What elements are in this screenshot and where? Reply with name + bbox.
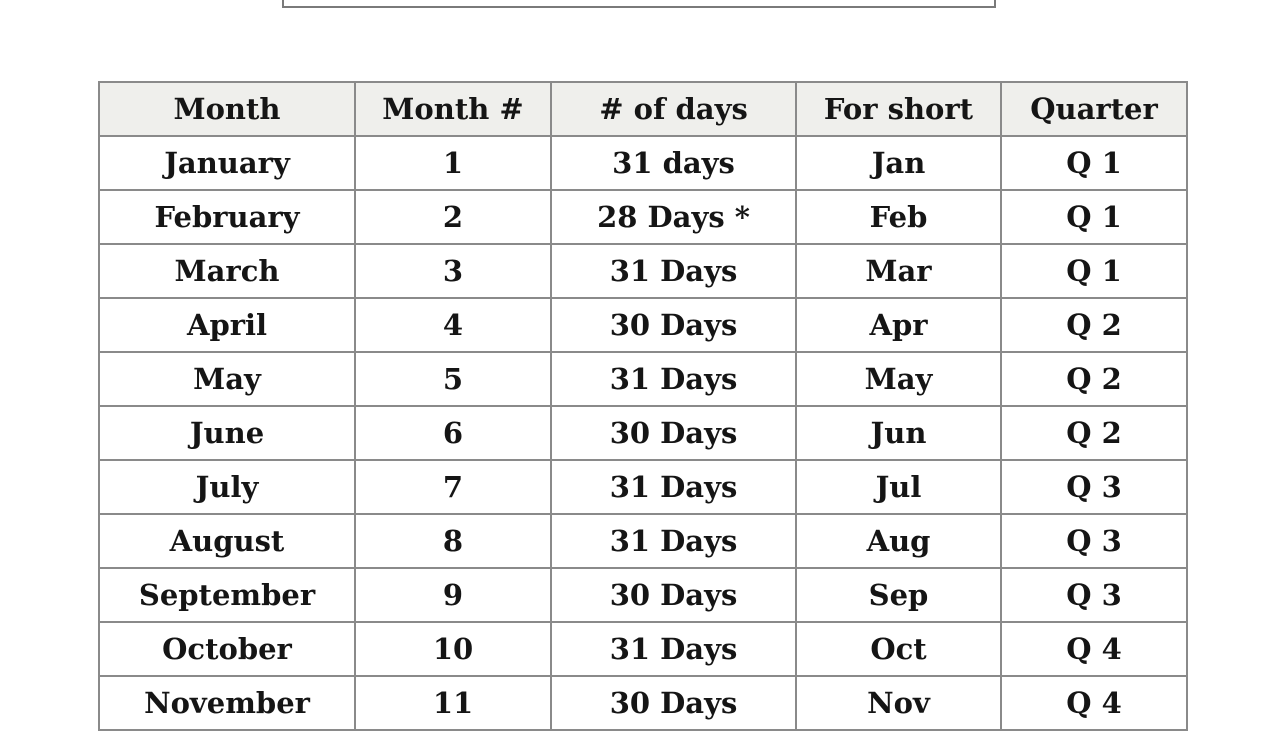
month-number-cell: 10 xyxy=(355,622,551,676)
quarter-cell: Q 1 xyxy=(1001,136,1187,190)
short-cell: Apr xyxy=(796,298,1001,352)
short-cell: Mar xyxy=(796,244,1001,298)
month-cell: January xyxy=(99,136,355,190)
days-cell: 31 Days xyxy=(551,460,796,514)
short-cell: Jun xyxy=(796,406,1001,460)
header-month: Month xyxy=(99,82,355,136)
header-month-number: Month # xyxy=(355,82,551,136)
days-cell: 30 Days xyxy=(551,298,796,352)
month-number-cell: 8 xyxy=(355,514,551,568)
table-row xyxy=(99,136,1187,190)
month-number-cell: 4 xyxy=(355,298,551,352)
months-table xyxy=(98,81,1188,731)
quarter-cell: Q 1 xyxy=(1001,244,1187,298)
short-cell: Aug xyxy=(796,514,1001,568)
short-cell: Jan xyxy=(796,136,1001,190)
days-cell: 28 Days * xyxy=(551,190,796,244)
days-cell: 30 Days xyxy=(551,406,796,460)
month-number-cell: 9 xyxy=(355,568,551,622)
days-cell: 31 Days xyxy=(551,244,796,298)
header-days: # of days xyxy=(551,82,796,136)
table-row xyxy=(99,514,1187,568)
days-cell: 30 Days xyxy=(551,568,796,622)
days-cell: 31 Days xyxy=(551,622,796,676)
header-quarter: Quarter xyxy=(1001,82,1187,136)
table-row xyxy=(99,298,1187,352)
month-cell: August xyxy=(99,514,355,568)
quarter-cell: Q 2 xyxy=(1001,406,1187,460)
quarter-cell: Q 3 xyxy=(1001,460,1187,514)
quarter-cell: Q 4 xyxy=(1001,676,1187,730)
table-row xyxy=(99,460,1187,514)
quarter-cell: Q 3 xyxy=(1001,514,1187,568)
month-cell: February xyxy=(99,190,355,244)
quarter-cell: Q 2 xyxy=(1001,352,1187,406)
short-cell: Sep xyxy=(796,568,1001,622)
month-number-cell: 11 xyxy=(355,676,551,730)
month-number-cell: 3 xyxy=(355,244,551,298)
month-cell: May xyxy=(99,352,355,406)
table-row xyxy=(99,676,1187,730)
header-row xyxy=(99,82,1187,136)
month-cell: April xyxy=(99,298,355,352)
month-cell: September xyxy=(99,568,355,622)
table-row xyxy=(99,190,1187,244)
month-number-cell: 1 xyxy=(355,136,551,190)
quarter-cell: Q 1 xyxy=(1001,190,1187,244)
days-cell: 31 Days xyxy=(551,352,796,406)
short-cell: Nov xyxy=(796,676,1001,730)
month-number-cell: 2 xyxy=(355,190,551,244)
days-cell: 31 Days xyxy=(551,514,796,568)
table-row xyxy=(99,352,1187,406)
month-cell: October xyxy=(99,622,355,676)
table-row xyxy=(99,622,1187,676)
month-number-cell: 6 xyxy=(355,406,551,460)
header-short: For short xyxy=(796,82,1001,136)
month-cell: March xyxy=(99,244,355,298)
title-box xyxy=(282,0,996,8)
short-cell: Oct xyxy=(796,622,1001,676)
table-row xyxy=(99,568,1187,622)
month-number-cell: 5 xyxy=(355,352,551,406)
table-row xyxy=(99,244,1187,298)
short-cell: Feb xyxy=(796,190,1001,244)
quarter-cell: Q 3 xyxy=(1001,568,1187,622)
days-cell: 31 days xyxy=(551,136,796,190)
month-cell: June xyxy=(99,406,355,460)
month-cell: November xyxy=(99,676,355,730)
short-cell: May xyxy=(796,352,1001,406)
days-cell: 30 Days xyxy=(551,676,796,730)
table-row xyxy=(99,406,1187,460)
month-cell: July xyxy=(99,460,355,514)
quarter-cell: Q 4 xyxy=(1001,622,1187,676)
quarter-cell: Q 2 xyxy=(1001,298,1187,352)
short-cell: Jul xyxy=(796,460,1001,514)
month-number-cell: 7 xyxy=(355,460,551,514)
